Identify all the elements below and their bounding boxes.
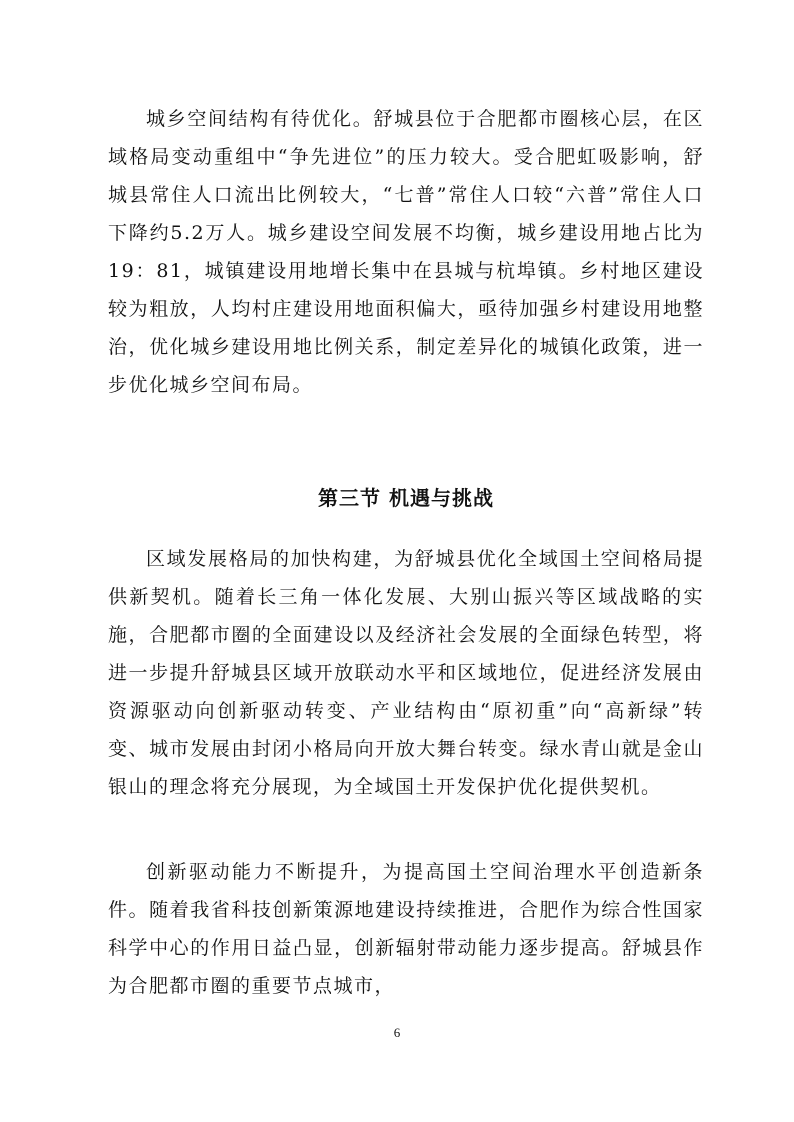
section-heading: 第三节 机遇与挑战: [318, 486, 494, 510]
page-number: 6: [393, 1025, 401, 1040]
paragraph-regional-development: 区域发展格局的加快构建，为舒城县优化全域国土空间格局提供新契机。随着长三角一体化发展、大别山振兴等区域战略的实施，合肥都市圈的全面建设以及经济社会发展的全面绿色转型，将进一步提升舒城县区域开放联动水平和区域地位，促进经济发展由资源驱动向创新驱动转变、产业结构由“原初重”向“高新绿”转变、城市发展由封闭小格局向开放大舞台转变。绿水青山就是金山银山的理念将充分展现，为全域国土开发保护优化提供契机。: [108, 548, 704, 798]
paragraph-urban-rural-structure: 城乡空间结构有待优化。舒城县位于合肥都市圈核心层，在区域格局变动重组中“争先进位”的压力较大。受合肥虹吸影响，舒城县常住人口流出比例较大，“七普”常住人口较“六普”常住人口下降约5.2万人。城乡建设空间发展不均衡，城乡建设用地占比为 19：81，城镇建设用地增长集中在县城与杭埠镇。乡村地区建设较为粗放，人均村庄建设用地面积偏大，亟待加强乡村建设用地整治，优化城乡建设用地比例关系，制定差异化的城镇化政策，进一步优化城乡空间布局。: [108, 108, 704, 396]
paragraph-innovation-drive: 创新驱动能力不断提升，为提高国土空间治理水平创造新条件。随着我省科技创新策源地建设持续推进，合肥作为综合性国家科学中心的作用日益凸显，创新辐射带动能力逐步提高。舒城县作为合肥都市圈的重要节点城市，: [108, 861, 704, 997]
